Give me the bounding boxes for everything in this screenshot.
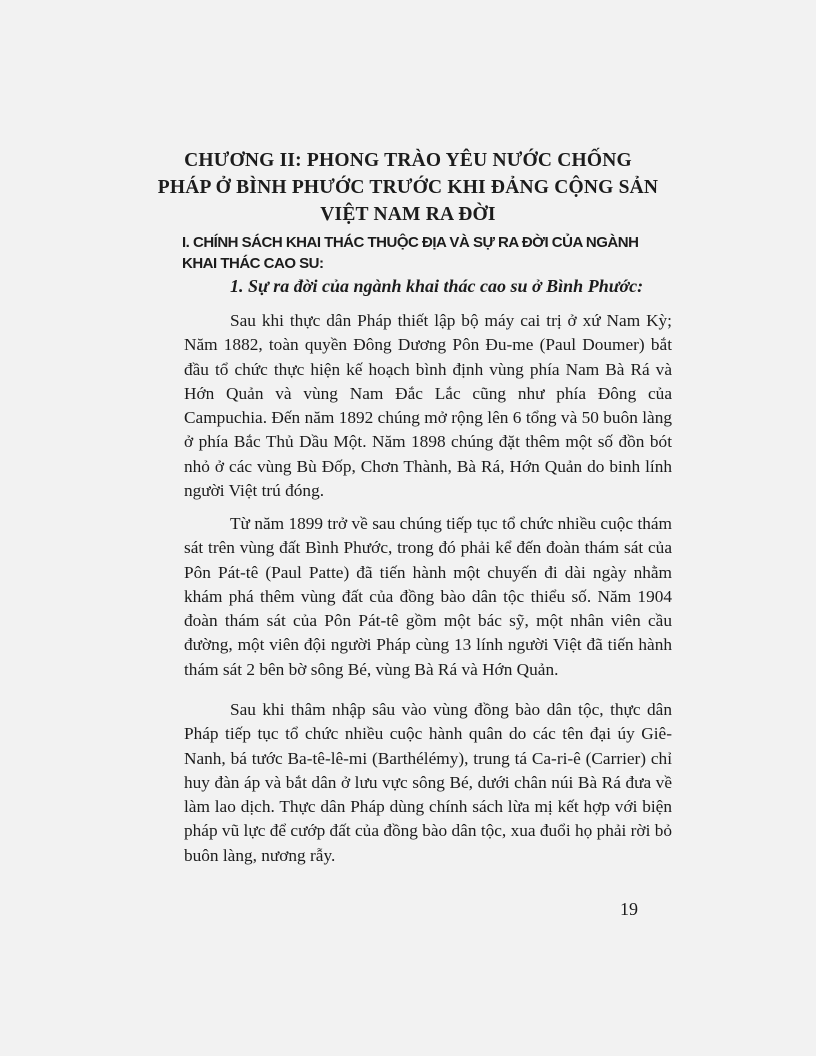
- chapter-title-line: CHƯƠNG II: PHONG TRÀO YÊU NƯỚC CHỐNG: [184, 150, 632, 171]
- body-paragraph: Sau khi thâm nhập sâu vào vùng đồng bào dân tộc, thực dân Pháp tiếp tục tổ chức nhiều cuộc hành quân do các tên đại úy Giê-Nanh, bá tước Ba-tê-lê-mi (Barthélémy), trung tá Ca-ri-ê (Carrier) chỉ huy đàn áp và bắt dân ở lưu vực sông Bé, dưới chân núi Bà Rá đưa về làm lao dịch. Thực dân Pháp dùng chính sách lừa mị kết hợp với biện pháp vũ lực để cướp đất của đồng bào dân tộc, xua đuổi họ phải rời bỏ buôn làng, nương rẫy.: [184, 700, 672, 865]
- chapter-title-line: PHÁP Ở BÌNH PHƯỚC TRƯỚC KHI ĐẢNG CỘNG SẢN: [157, 177, 659, 198]
- page-number: 19: [620, 899, 638, 919]
- subsection-heading: 1. Sự ra đời của ngành khai thác cao su ở Bình Phước:: [230, 276, 644, 296]
- chapter-title-line: VIỆT NAM RA ĐỜI: [320, 204, 496, 225]
- body-paragraph: Sau khi thực dân Pháp thiết lập bộ máy cai trị ở xứ Nam Kỳ; Năm 1882, toàn quyền Đông Dương Pôn Đu-me (Paul Doumer) bắt đầu tổ chức thực hiện kế hoạch bình định vùng phía Nam Bà Rá và Hớn Quản và vùng Nam Đắc Lắc cũng như phía Đông của Campuchia. Đến năm 1892 chúng mở rộng lên 6 tổng và 50 buôn làng ở phía Bắc Thủ Dầu Một. Năm 1898 chúng đặt thêm một số đồn bót nhỏ ở các vùng Bù Đốp, Chơn Thành, Bà Rá, Hớn Quản do binh lính người Việt trú đóng.: [184, 311, 672, 501]
- chapter-title: [150, 147, 666, 228]
- body-paragraph: Từ năm 1899 trở về sau chúng tiếp tục tổ chức nhiều cuộc thám sát trên vùng đất Bình Phước, trong đó phải kể đến đoàn thám sát của Pôn Pát-tê (Paul Patte) đã tiến hành một chuyến đi dài ngày nhằm khám phá thêm vùng đất của đồng bào dân tộc thiểu số. Năm 1904 đoàn thám sát của Pôn Pát-tê gồm một bác sỹ, một nhân viên cầu đường, một viên đội người Pháp cùng 13 lính người Việt đã tiến hành thám sát 2 bên bờ sông Bé, vùng Bà Rá và Hớn Quản.: [184, 514, 672, 679]
- section-heading: I. CHÍNH SÁCH KHAI THÁC THUỘC ĐỊA VÀ SỰ RA ĐỜI CỦA NGÀNH KHAI THÁC CAO SU:: [182, 234, 639, 272]
